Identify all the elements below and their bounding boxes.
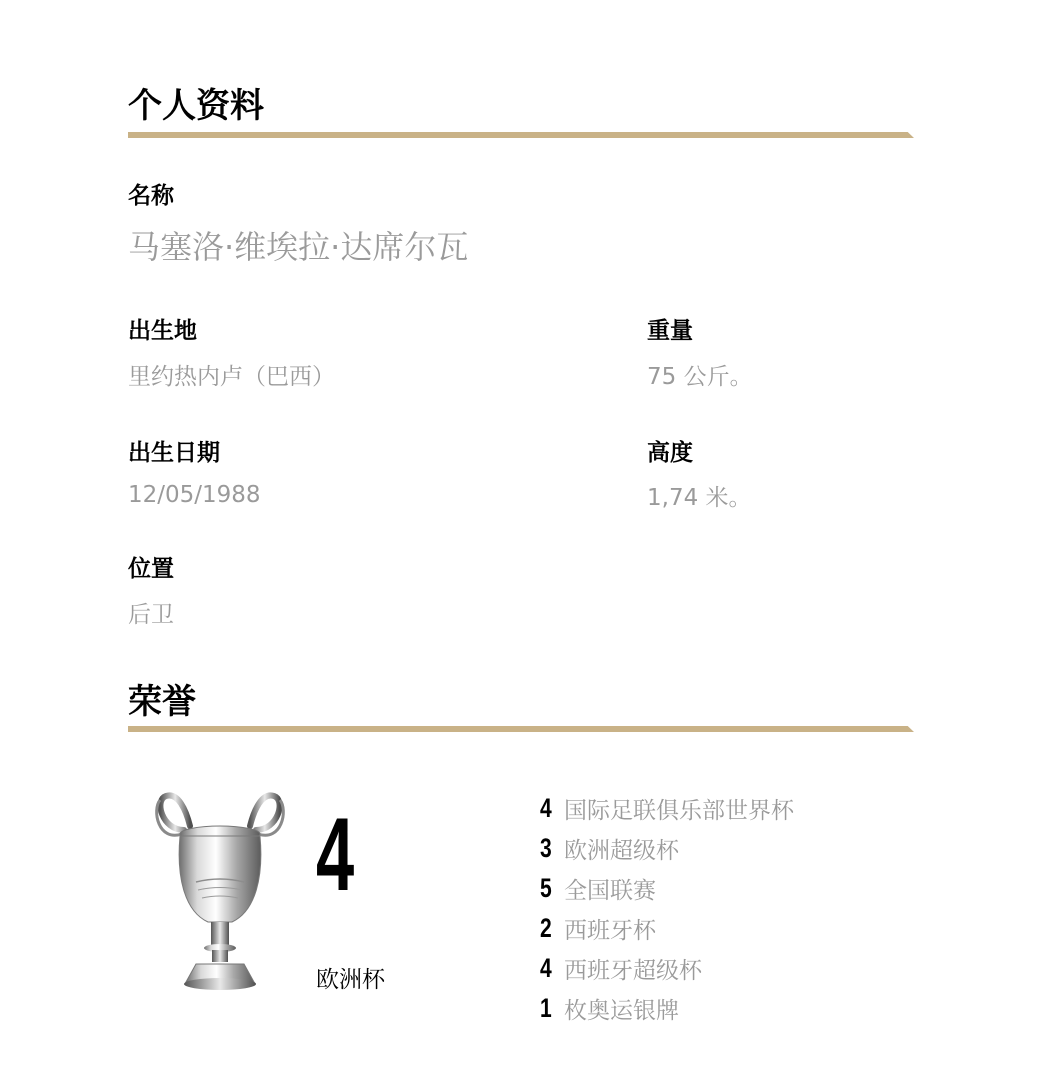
- featured-trophy-label: 欧洲杯: [316, 967, 385, 993]
- height-label: 高度: [647, 440, 693, 466]
- profile-section-divider: [128, 132, 914, 138]
- honor-item: [540, 948, 794, 988]
- honor-name: 西班牙杯: [564, 917, 656, 944]
- birthplace-label: 出生地: [128, 318, 197, 344]
- height-value: 1,74 米。: [647, 485, 752, 511]
- honor-item: [540, 868, 794, 908]
- position-label: 位置: [128, 556, 174, 582]
- honor-count: 1: [540, 992, 552, 1023]
- honor-count: 4: [540, 792, 552, 823]
- name-value: 马塞洛·维埃拉·达席尔瓦: [128, 228, 469, 266]
- weight-value: 75 公斤。: [647, 364, 753, 390]
- birthplace-value: 里约热内卢（巴西）: [128, 364, 335, 390]
- honor-name: 西班牙超级杯: [564, 957, 702, 984]
- honor-name: 欧洲超级杯: [564, 837, 679, 864]
- name-label: 名称: [128, 183, 174, 209]
- honor-item: [540, 788, 794, 828]
- honor-count: 2: [540, 912, 552, 943]
- birthdate-value: 12/05/1988: [128, 482, 261, 508]
- honor-item: [540, 908, 794, 948]
- trophy-icon: [152, 790, 288, 994]
- honor-name: 全国联赛: [564, 877, 656, 904]
- honors-section-divider: [128, 726, 914, 732]
- weight-label: 重量: [647, 318, 693, 344]
- position-value: 后卫: [128, 602, 174, 628]
- honor-count: 5: [540, 872, 552, 903]
- honor-item: [540, 828, 794, 868]
- honor-count: 3: [540, 832, 552, 863]
- honors-section-title: 荣誉: [128, 682, 196, 722]
- honors-list: [540, 788, 794, 1028]
- honor-item: [540, 988, 794, 1028]
- profile-section-title: 个人资料: [128, 86, 264, 126]
- birthdate-label: 出生日期: [128, 440, 220, 466]
- honor-name: 国际足联俱乐部世界杯: [564, 797, 794, 824]
- featured-trophy-count: 4: [316, 797, 355, 913]
- honor-count: 4: [540, 952, 552, 983]
- honor-name: 枚奥运银牌: [564, 997, 679, 1024]
